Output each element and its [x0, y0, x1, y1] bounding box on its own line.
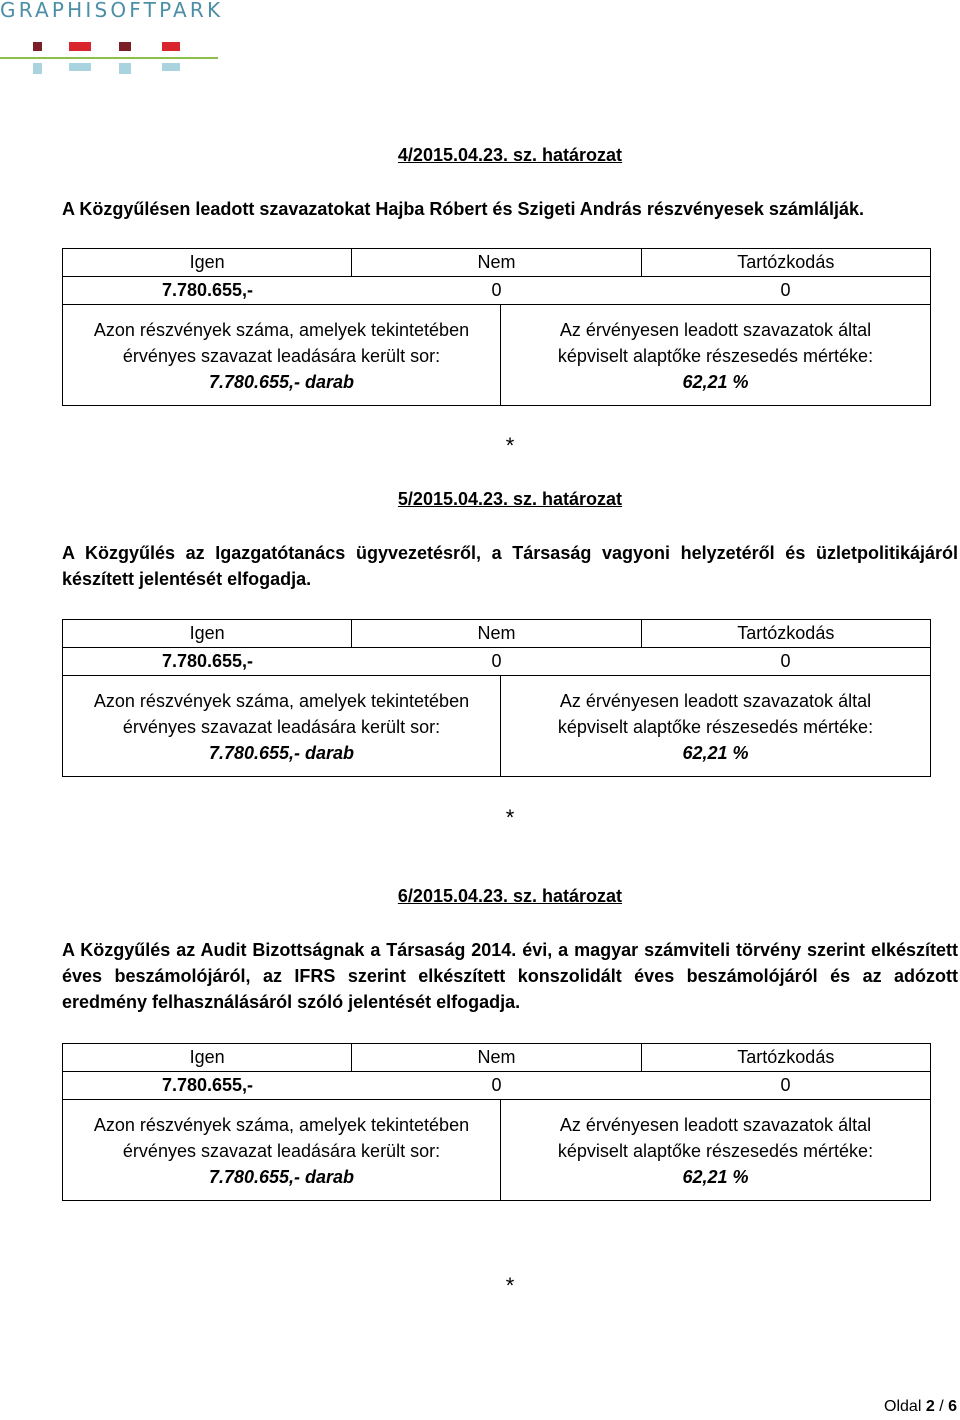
capital-share-cell [501, 305, 930, 405]
label-tartozkodas: Tartózkodás [641, 1044, 930, 1071]
value-nem: 0 [491, 1075, 502, 1095]
label-nem: Nem [351, 620, 640, 647]
value-tartozkodas: 0 [780, 280, 791, 300]
vote-table [62, 619, 931, 777]
shares-count-label-2: érvényes szavazat leadására került sor: [122, 1141, 441, 1161]
label-igen: Igen [189, 1047, 225, 1067]
label-igen: Igen [189, 623, 225, 643]
label-tartozkodas: Tartózkodás [641, 620, 930, 647]
logo-square-red [69, 42, 91, 51]
label-tartozkodas: Tartózkodás [641, 249, 930, 276]
capital-share-value: 62,21 % [682, 1167, 749, 1187]
vote-summary-row [63, 1100, 930, 1200]
page-number [884, 1398, 957, 1416]
shares-count-cell [63, 676, 501, 776]
logo-square-light [162, 63, 180, 71]
shares-count-label-1: Azon részvények száma, amelyek tekintetében [93, 691, 470, 711]
graphisoftpark-logo [0, 0, 230, 80]
vote-header-row [63, 249, 930, 277]
capital-share-value: 62,21 % [682, 743, 749, 763]
capital-share-value: 62,21 % [682, 372, 749, 392]
label-nem: Nem [351, 1044, 640, 1071]
value-nem: 0 [491, 280, 502, 300]
resolution-heading: 4/2015.04.23. sz. határozat [397, 145, 623, 165]
shares-count-cell [63, 305, 501, 405]
capital-share-label-2: képviselt alaptőke részesedés mértéke: [557, 1141, 874, 1161]
section-separator: * [505, 805, 515, 830]
vote-values-row [63, 1072, 930, 1100]
logo-square-light [33, 63, 42, 74]
capital-share-label-2: képviselt alaptőke részesedés mértéke: [557, 346, 874, 366]
section-separator: * [505, 1273, 515, 1298]
resolution-heading: 5/2015.04.23. sz. határozat [397, 489, 623, 509]
shares-count-value: 7.780.655,- darab [208, 1167, 355, 1187]
logo-square-light [69, 63, 91, 71]
value-igen: 7.780.655,- [161, 1075, 254, 1095]
capital-share-label-1: Az érvényesen leadott szavazatok által [559, 1115, 872, 1135]
section-separator: * [505, 433, 515, 458]
logo-square-dark [33, 42, 42, 51]
vote-values-row [63, 648, 930, 676]
value-tartozkodas: 0 [780, 651, 791, 671]
capital-share-label-1: Az érvényesen leadott szavazatok által [559, 691, 872, 711]
vote-values-row [63, 277, 930, 305]
value-tartozkodas: 0 [780, 1075, 791, 1095]
value-nem: 0 [491, 651, 502, 671]
shares-count-label-1: Azon részvények száma, amelyek tekintetében [93, 320, 470, 340]
page-separator: / [939, 1398, 944, 1415]
label-nem: Nem [351, 249, 640, 276]
vote-summary-row [63, 676, 930, 776]
logo-square-red [162, 42, 180, 51]
capital-share-label-1: Az érvényesen leadott szavazatok által [559, 320, 872, 340]
logo-line [0, 57, 218, 59]
vote-header-row [63, 1044, 930, 1072]
shares-count-value: 7.780.655,- darab [208, 743, 355, 763]
label-igen: Igen [189, 252, 225, 272]
shares-count-value: 7.780.655,- darab [208, 372, 355, 392]
vote-header-row [63, 620, 930, 648]
capital-share-cell [501, 676, 930, 776]
shares-count-label-1: Azon részvények száma, amelyek tekintetében [93, 1115, 470, 1135]
resolution-heading: 6/2015.04.23. sz. határozat [397, 886, 623, 906]
value-igen: 7.780.655,- [161, 651, 254, 671]
vote-table [62, 248, 931, 406]
logo-wordmark: GRAPHISOFTPARK [0, 0, 224, 22]
resolution-text: A Közgyűlésen leadott szavazatokat Hajba Róbert és Szigeti András részvényesek számlálják. [62, 199, 864, 219]
shares-count-label-2: érvényes szavazat leadására került sor: [122, 346, 441, 366]
logo-square-light [119, 63, 131, 74]
vote-table [62, 1043, 931, 1201]
page-label: Oldal [884, 1398, 922, 1415]
page-total: 6 [948, 1398, 957, 1415]
resolution-text: A Közgyűlés az Igazgatótanács ügyvezetésről, a Társaság vagyoni helyzetéről és üzletpolitikájáról készített jelentését elfogadja. [62, 543, 958, 589]
logo-square-dark [119, 42, 131, 51]
shares-count-cell [63, 1100, 501, 1200]
page-current: 2 [925, 1398, 935, 1415]
capital-share-cell [501, 1100, 930, 1200]
capital-share-label-2: képviselt alaptőke részesedés mértéke: [557, 717, 874, 737]
resolution-text: A Közgyűlés az Audit Bizottságnak a Társaság 2014. évi, a magyar számviteli törvény szerint elkészített éves beszámolójáról, az IFRS szerint elkészített konszolidált éves beszámolójáról és az adózott eredmény felhasználásáról szóló jelentését elfogadja. [62, 940, 958, 1012]
vote-summary-row [63, 305, 930, 405]
value-igen: 7.780.655,- [161, 280, 254, 300]
shares-count-label-2: érvényes szavazat leadására került sor: [122, 717, 441, 737]
